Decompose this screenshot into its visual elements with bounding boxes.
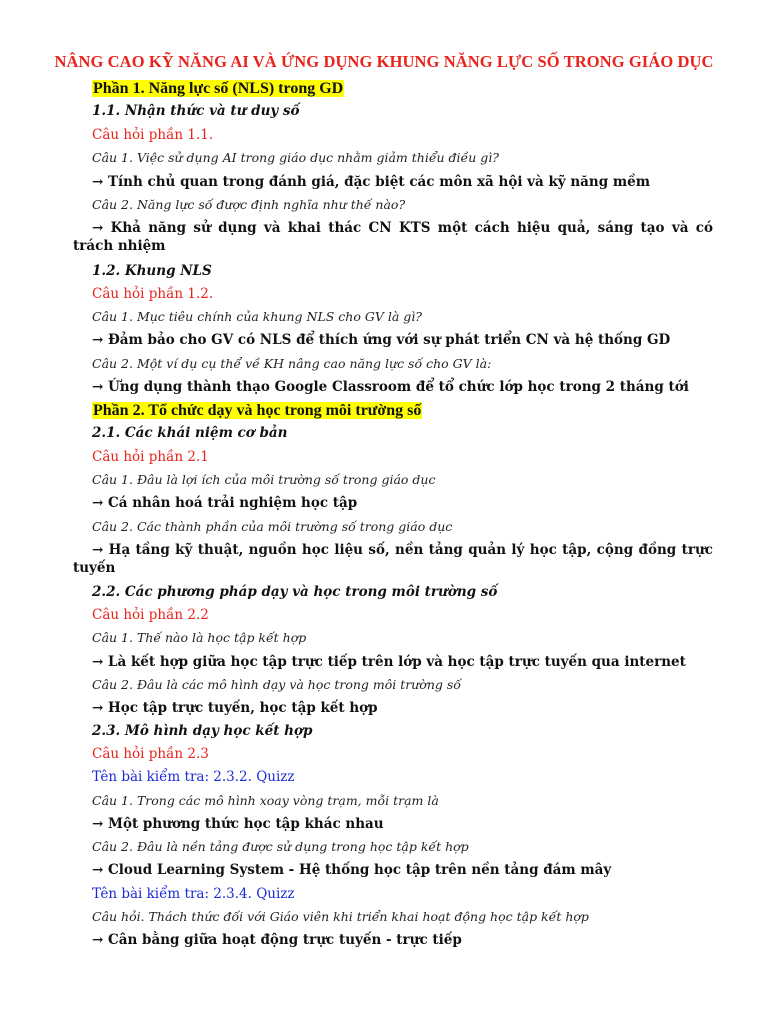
section-2-1-question-header: Câu hỏi phần 2.1 xyxy=(92,449,209,465)
section-2-2-question-1: Câu 1. Thế nào là học tập kết hợp xyxy=(92,630,307,645)
part2-heading: Phần 2. Tổ chức dạy và học trong môi trường số xyxy=(93,402,422,419)
section-2-3-question-header: Câu hỏi phần 2.3 xyxy=(92,746,209,762)
section-2-3-answer-1: → Một phương thức học tập khác nhau xyxy=(92,816,384,832)
section-1-1-title: 1.1. Nhận thức và tư duy số xyxy=(92,103,300,119)
section-2-3-question-1: Câu 1. Trong các mô hình xoay vòng trạm, mỗi trạm là xyxy=(92,793,439,808)
section-2-3-answer-3: → Cân bằng giữa hoạt động trực tuyến - trực tiếp xyxy=(92,932,462,948)
section-2-2-answer-1: → Là kết hợp giữa học tập trực tiếp trên lớp và học tập trực tuyến qua internet xyxy=(92,654,686,670)
section-1-1-answer-1: → Tính chủ quan trong đánh giá, đặc biệt các môn xã hội và kỹ năng mềm xyxy=(92,174,651,190)
section-2-3-title: 2.3. Mô hình dạy học kết hợp xyxy=(92,723,313,739)
quiz-title-2-3-4: Tên bài kiểm tra: 2.3.4. Quizz xyxy=(92,886,295,902)
section-2-1-title: 2.1. Các khái niệm cơ bản xyxy=(92,425,288,441)
part2-heading-line xyxy=(92,400,422,421)
section-1-2-question-2: Câu 2. Một ví dụ cụ thể về KH nâng cao năng lực số cho GV là: xyxy=(92,356,492,371)
section-2-3-question-2: Câu 2. Đâu là nền tảng được sử dụng trong học tập kết hợp xyxy=(92,839,469,854)
section-2-3-answer-2: → Cloud Learning System - Hệ thống học tập trên nền tảng đám mây xyxy=(92,862,612,878)
section-2-1-answer-1: → Cá nhân hoá trải nghiệm học tập xyxy=(92,495,358,511)
section-2-2-question-2: Câu 2. Đâu là các mô hình dạy và học trong môi trường số xyxy=(92,677,461,692)
section-2-3-question-3: Câu hỏi. Thách thức đối với Giáo viên khi triển khai hoạt động học tập kết hợp xyxy=(92,909,589,924)
section-2-1-answer-2: → Hạ tầng kỹ thuật, nguồn học liệu số, nền tảng quản lý học tập, cộng đồng trực tuyến xyxy=(73,542,713,576)
section-1-2-question-1: Câu 1. Mục tiêu chính của khung NLS cho GV là gì? xyxy=(92,309,422,324)
section-1-1-answer-2: → Khả năng sử dụng và khai thác CN KTS một cách hiệu quả, sáng tạo và có trách nhiệm xyxy=(73,220,713,254)
section-1-2-answer-2: → Ứng dụng thành thạo Google Classroom để tổ chức lớp học trong 2 tháng tới xyxy=(92,379,689,395)
document-title: NÂNG CAO KỸ NĂNG AI VÀ ỨNG DỤNG KHUNG NĂNG LỰC SỐ TRONG GIÁO DỤC xyxy=(54,52,714,71)
section-1-2-answer-1: → Đảm bảo cho GV có NLS để thích ứng với sự phát triển CN và hệ thống GD xyxy=(92,332,671,348)
section-1-1-question-2: Câu 2. Năng lực số được định nghĩa như thế nào? xyxy=(92,197,406,212)
part1-heading: Phần 1. Năng lực số (NLS) trong GD xyxy=(93,80,344,97)
section-1-2-title: 1.2. Khung NLS xyxy=(92,263,212,279)
section-1-2-question-header: Câu hỏi phần 1.2. xyxy=(92,286,214,302)
section-2-2-title: 2.2. Các phương pháp dạy và học trong môi trường số xyxy=(92,584,498,600)
section-2-1-question-2: Câu 2. Các thành phần của môi trường số trong giáo dục xyxy=(92,519,453,534)
section-2-2-question-header: Câu hỏi phần 2.2 xyxy=(92,607,209,623)
section-1-1-question-1: Câu 1. Việc sử dụng AI trong giáo dục nhằm giảm thiểu điều gì? xyxy=(92,150,499,165)
section-2-2-answer-2: → Học tập trực tuyến, học tập kết hợp xyxy=(92,700,378,716)
section-2-1-question-1: Câu 1. Đâu là lợi ích của môi trường số trong giáo dục xyxy=(92,472,436,487)
section-1-1-question-header: Câu hỏi phần 1.1. xyxy=(92,127,214,143)
quiz-title-2-3-2: Tên bài kiểm tra: 2.3.2. Quizz xyxy=(92,769,295,785)
part1-heading-line xyxy=(92,78,344,99)
